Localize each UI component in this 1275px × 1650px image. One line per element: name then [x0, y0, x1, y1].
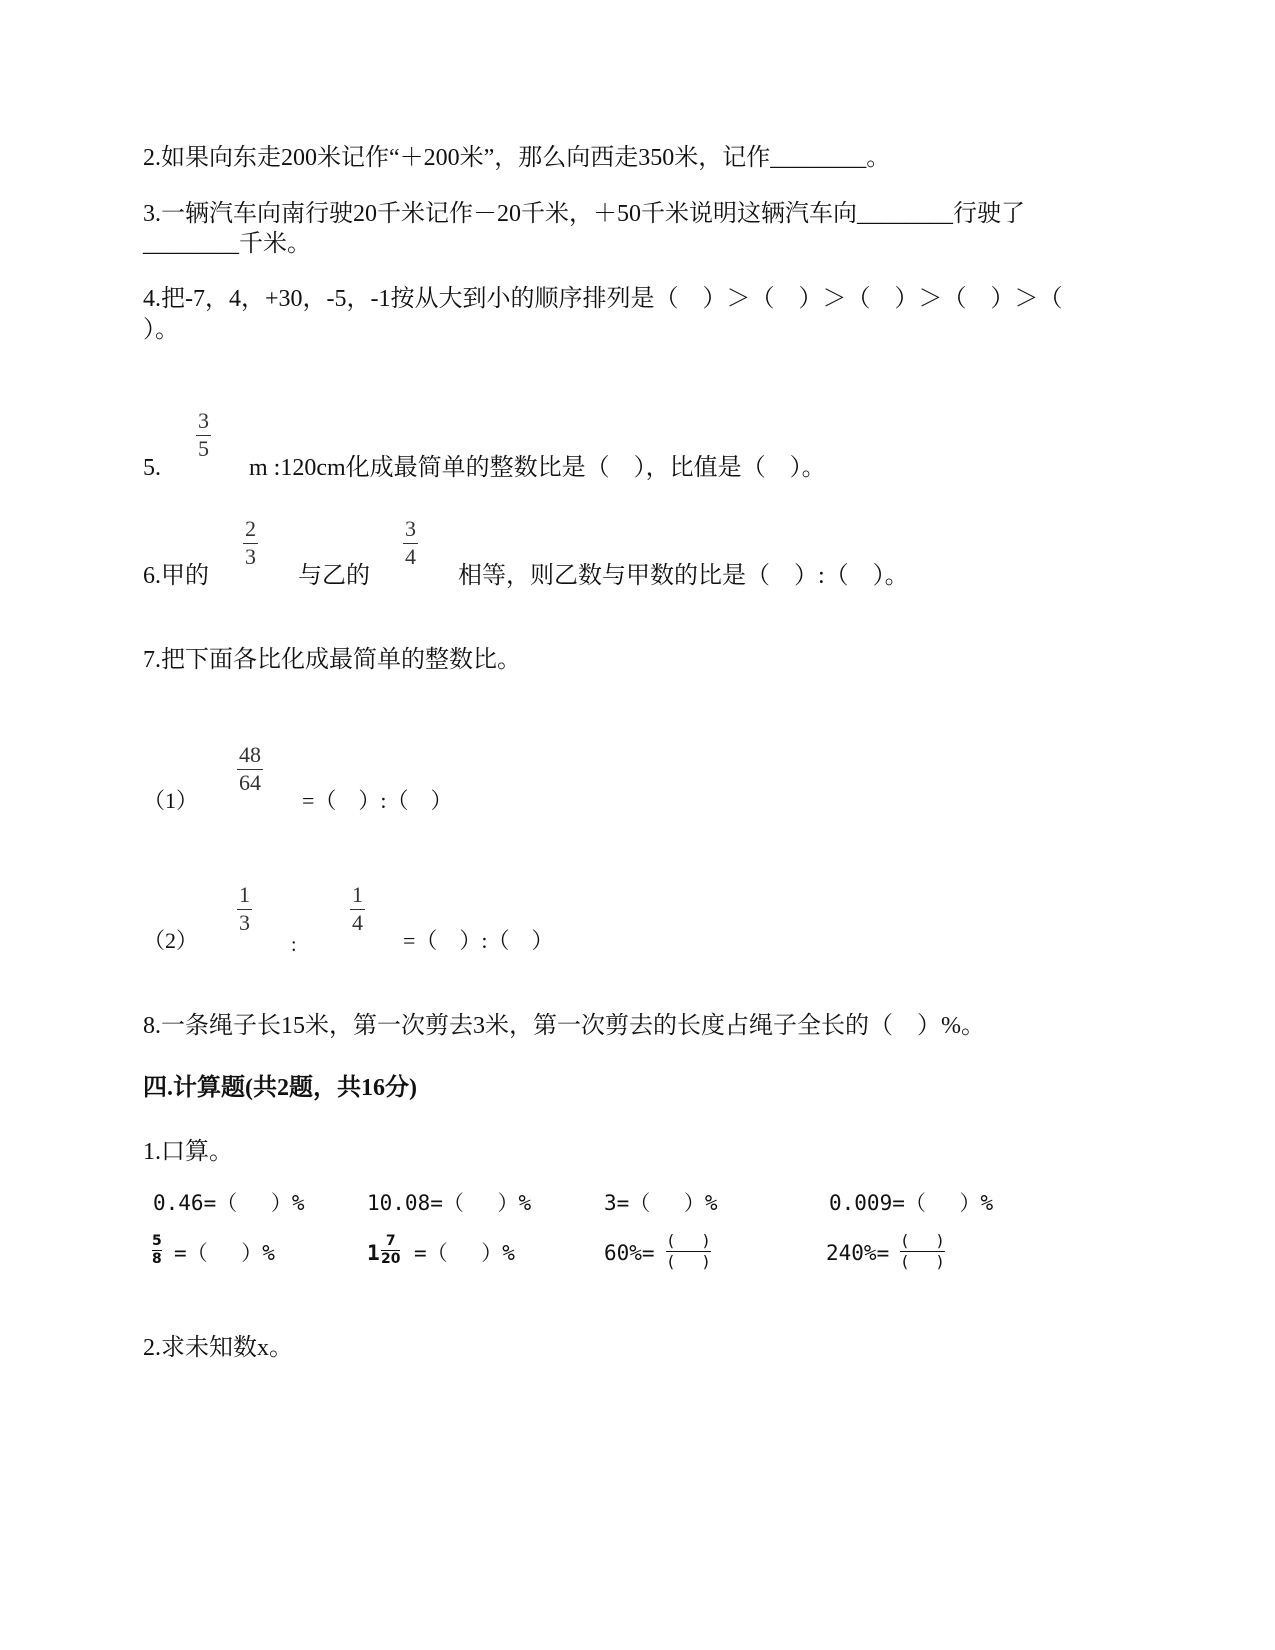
- fraction-numerator: 48: [239, 742, 261, 767]
- fraction-numerator: 2: [245, 516, 256, 541]
- question-7-item-1-answer: =（ ）:（ ）: [302, 788, 453, 813]
- question-8: 8.一条绳子长15米，第一次剪去3米，第一次剪去的长度占绳子全长的（ ）%。: [143, 1013, 985, 1039]
- oral-calc-item: 3=（ ）%: [604, 1191, 718, 1215]
- question-6-text: 相等，则乙数与甲数的比是（ ）:（ ）。: [458, 563, 909, 589]
- question-7-item-2-colon: :: [291, 934, 297, 956]
- oral-calc-fraction-b: [381, 1234, 400, 1267]
- question-5-number: 5.: [143, 455, 161, 481]
- fraction-numerator: 1: [239, 882, 250, 907]
- fraction-denominator: 3: [245, 544, 256, 569]
- fraction-numerator: ( ): [900, 1231, 945, 1250]
- fraction-numerator: 3: [198, 408, 209, 433]
- section-4-sub-1: 1.口算。: [143, 1139, 233, 1165]
- oral-calc-item: 60%=: [604, 1241, 655, 1265]
- question-7-item-2-fraction-1: [237, 884, 252, 934]
- fraction-denominator: 3: [239, 910, 250, 935]
- question-6-fraction-1: [243, 518, 258, 568]
- fraction-numerator: 7: [385, 1233, 396, 1249]
- question-2: 2.如果向东走200米记作“＋200米”，那么向西走350米，记作________。: [143, 145, 891, 171]
- question-4-line-1: 4.把-7，4，+30，-5，-1按从大到小的顺序排列是（ ）＞（ ）＞（ ）＞（ ）＞（: [143, 286, 1063, 312]
- fraction-numerator: 3: [405, 516, 416, 541]
- question-5-fraction: [196, 410, 211, 460]
- fraction-denominator: 64: [239, 770, 261, 795]
- question-7-item-1-label: （1）: [143, 788, 199, 813]
- question-6-prefix: 6.甲的: [143, 563, 209, 589]
- fraction-denominator: 5: [198, 436, 209, 461]
- fraction-denominator: ( ): [666, 1252, 711, 1271]
- fraction-numerator: 5: [152, 1233, 162, 1249]
- oral-calc-item: =（ ）%: [174, 1241, 275, 1265]
- fraction-numerator: 1: [352, 882, 363, 907]
- fraction-denominator: 4: [405, 544, 416, 569]
- fraction-denominator: 20: [381, 1251, 401, 1267]
- question-3-line-2: ________千米。: [143, 231, 311, 257]
- oral-calc-item: 240%=: [826, 1241, 890, 1265]
- question-7-title: 7.把下面各比化成最简单的整数比。: [143, 647, 521, 673]
- oral-calc-fraction-c: [666, 1232, 711, 1271]
- question-7-item-2-label: （2）: [143, 928, 199, 953]
- question-4-line-2: ）。: [143, 317, 179, 343]
- fraction-numerator: ( ): [666, 1231, 711, 1250]
- oral-calc-item: 10.08=（ ）%: [367, 1191, 532, 1215]
- question-6-middle: 与乙的: [298, 563, 370, 589]
- question-7-item-2-fraction-2: [350, 884, 365, 934]
- oral-calc-item: =（ ）%: [414, 1241, 515, 1265]
- question-7-item-2-answer: =（ ）:（ ）: [403, 928, 554, 953]
- question-5-text: m :120cm化成最简单的整数比是（ ），比值是（ ）。: [249, 455, 826, 481]
- fraction-denominator: ( ): [900, 1252, 945, 1271]
- oral-calc-item: 0.009=（ ）%: [829, 1191, 994, 1215]
- oral-calc-fraction-a: [152, 1234, 162, 1267]
- question-7-item-1-fraction: [237, 744, 263, 794]
- oral-calc-fraction-d: [900, 1232, 945, 1271]
- section-4-sub-2: 2.求未知数x。: [143, 1335, 293, 1361]
- question-6-fraction-2: [403, 518, 418, 568]
- fraction-denominator: 8: [152, 1251, 162, 1267]
- oral-calc-item: 0.46=（ ）%: [153, 1191, 305, 1215]
- mixed-number-whole: 1: [367, 1241, 380, 1265]
- section-4-heading: 四.计算题(共2题，共16分): [143, 1075, 417, 1101]
- question-3-line-1: 3.一辆汽车向南行驶20千米记作－20千米，＋50千米说明这辆汽车向________行驶了: [143, 201, 1025, 227]
- fraction-denominator: 4: [352, 910, 363, 935]
